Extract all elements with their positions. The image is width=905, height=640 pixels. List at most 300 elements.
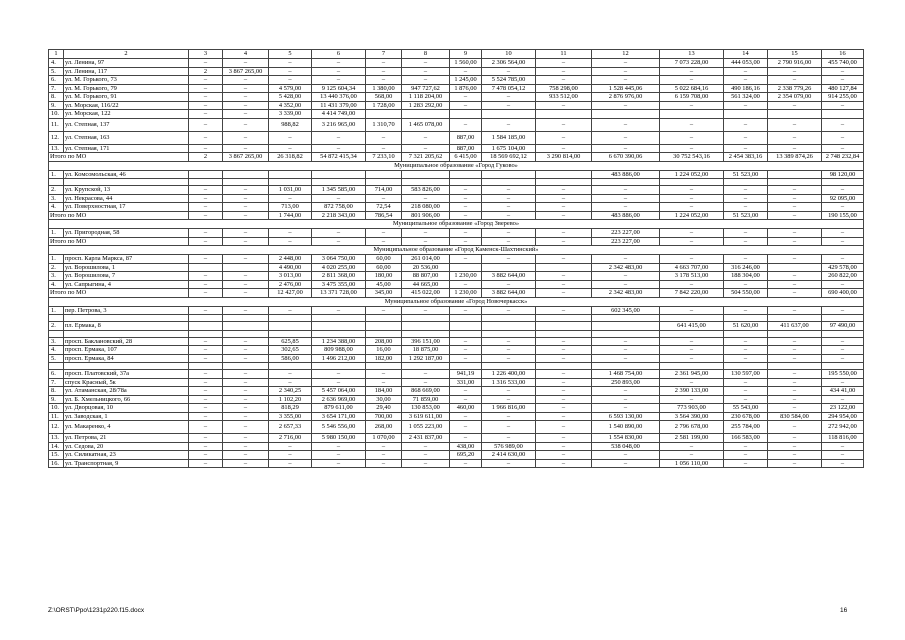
- table-cell: 272 942,00: [822, 421, 864, 434]
- table-cell: [189, 322, 223, 331]
- table-cell: 5 524 785,00: [482, 76, 536, 85]
- section-title-row: [49, 297, 864, 306]
- table-row: [49, 395, 864, 404]
- table-cell: [592, 110, 660, 119]
- table-cell: 4 414 749,00: [312, 110, 366, 119]
- column-header: 15: [768, 50, 822, 59]
- address-cell: ул. Ворошилова, 1: [64, 263, 189, 272]
- table-cell: [269, 363, 312, 370]
- table-cell: [724, 110, 768, 119]
- table-cell: 1 283 292,00: [402, 101, 450, 110]
- table-cell: –: [724, 306, 768, 315]
- row-number: 14.: [49, 442, 64, 451]
- table-cell: –: [269, 451, 312, 460]
- table-cell: [592, 322, 660, 331]
- column-header: 2: [64, 50, 189, 59]
- table-cell: –: [189, 194, 223, 203]
- table-cell: [312, 330, 366, 337]
- table-cell: 1 728,00: [366, 101, 402, 110]
- table-cell: –: [822, 237, 864, 246]
- table-row: [49, 442, 864, 451]
- table-cell: 180,00: [366, 272, 402, 281]
- table-cell: –: [822, 378, 864, 387]
- table-row: [49, 186, 864, 195]
- row-number: 8.: [49, 93, 64, 102]
- table-cell: 18 875,00: [402, 346, 450, 355]
- table-cell: –: [450, 118, 482, 131]
- table-cell: [312, 363, 366, 370]
- address-cell: ул. Б. Хмельницкого, 66: [64, 395, 189, 404]
- table-cell: 3 355,00: [269, 412, 312, 421]
- table-cell: –: [450, 101, 482, 110]
- table-cell: 218 080,00: [402, 203, 450, 212]
- table-cell: [366, 322, 402, 331]
- table-cell: –: [822, 337, 864, 346]
- table-row: [49, 229, 864, 238]
- table-cell: –: [768, 203, 822, 212]
- table-cell: –: [223, 237, 269, 246]
- table-cell: –: [536, 442, 592, 451]
- table-cell: 583 826,00: [402, 186, 450, 195]
- table-cell: 2 716,00: [269, 434, 312, 443]
- table-cell: 260 822,00: [822, 272, 864, 281]
- table-cell: –: [724, 354, 768, 363]
- table-cell: 130 597,00: [724, 370, 768, 379]
- table-cell: [223, 170, 269, 179]
- table-cell: –: [450, 387, 482, 396]
- table-cell: 438,00: [450, 442, 482, 451]
- total-label: Итого по МО: [49, 289, 189, 298]
- column-header: 7: [366, 50, 402, 59]
- table-cell: 625,85: [269, 337, 312, 346]
- table-cell: –: [189, 255, 223, 264]
- table-cell: –: [822, 229, 864, 238]
- table-cell: –: [822, 76, 864, 85]
- table-cell: –: [768, 280, 822, 289]
- table-cell: [768, 170, 822, 179]
- table-cell: –: [724, 395, 768, 404]
- row-number: 15.: [49, 451, 64, 460]
- table-cell: –: [724, 203, 768, 212]
- table-cell: [592, 179, 660, 186]
- table-cell: –: [482, 194, 536, 203]
- table-cell: 7 478 054,12: [482, 84, 536, 93]
- table-cell: 1 345 585,00: [312, 186, 366, 195]
- address-cell: спуск Красный, 5к: [64, 378, 189, 387]
- table-cell: 1 966 816,00: [482, 404, 536, 413]
- column-header: 1: [49, 50, 64, 59]
- table-cell: [450, 170, 482, 179]
- table-cell: 1 744,00: [269, 211, 312, 220]
- table-cell: –: [536, 203, 592, 212]
- table-cell: –: [312, 229, 366, 238]
- table-cell: –: [724, 451, 768, 460]
- table-cell: –: [768, 346, 822, 355]
- table-cell: –: [822, 144, 864, 153]
- table-cell: 773 903,00: [660, 404, 724, 413]
- table-cell: –: [660, 306, 724, 315]
- table-row: [49, 272, 864, 281]
- table-cell: 23 122,00: [822, 404, 864, 413]
- table-cell: –: [482, 337, 536, 346]
- column-header: 16: [822, 50, 864, 59]
- table-cell: 713,00: [269, 203, 312, 212]
- table-cell: –: [482, 387, 536, 396]
- table-cell: –: [768, 67, 822, 76]
- table-cell: –: [768, 387, 822, 396]
- table-cell: 72,54: [366, 203, 402, 212]
- row-number: 7.: [49, 378, 64, 387]
- table-cell: [402, 322, 450, 331]
- table-row: [49, 194, 864, 203]
- address-cell: ул. Дворцовая, 10: [64, 404, 189, 413]
- section-title: Муниципальное образование «Город Гуково»: [49, 161, 864, 170]
- table-cell: [482, 263, 536, 272]
- table-cell: –: [724, 378, 768, 387]
- table-cell: [660, 363, 724, 370]
- table-cell: 250 893,00: [592, 378, 660, 387]
- table-cell: –: [312, 459, 366, 468]
- table-cell: –: [189, 272, 223, 281]
- table-cell: –: [592, 272, 660, 281]
- table-cell: 261 014,00: [402, 255, 450, 264]
- table-cell: –: [768, 272, 822, 281]
- column-header: 12: [592, 50, 660, 59]
- table-cell: [536, 263, 592, 272]
- table-cell: –: [768, 421, 822, 434]
- table-cell: 561 324,00: [724, 93, 768, 102]
- row-number: 1.: [49, 306, 64, 315]
- table-cell: –: [269, 459, 312, 468]
- table-cell: 2 811 368,00: [312, 272, 366, 281]
- table-cell: –: [189, 346, 223, 355]
- table-cell: –: [223, 459, 269, 468]
- table-cell: –: [482, 203, 536, 212]
- table-cell: 460,00: [450, 404, 482, 413]
- table-cell: –: [660, 237, 724, 246]
- table-cell: –: [223, 118, 269, 131]
- table-cell: –: [402, 459, 450, 468]
- table-cell: –: [592, 346, 660, 355]
- table-cell: –: [768, 337, 822, 346]
- table-cell: –: [482, 211, 536, 220]
- table-cell: –: [536, 67, 592, 76]
- table-cell: [536, 110, 592, 119]
- table-cell: [189, 263, 223, 272]
- table-cell: –: [660, 101, 724, 110]
- table-cell: [768, 263, 822, 272]
- table-cell: 130 853,00: [402, 404, 450, 413]
- table-cell: 13 440 376,00: [312, 93, 366, 102]
- table-cell: 490 186,16: [724, 84, 768, 93]
- table-cell: –: [536, 337, 592, 346]
- table-row: [49, 363, 864, 370]
- table-cell: –: [269, 370, 312, 379]
- table-cell: 2 340,25: [269, 387, 312, 396]
- table-cell: –: [312, 194, 366, 203]
- table-cell: 2 876 976,00: [592, 93, 660, 102]
- table-cell: –: [768, 144, 822, 153]
- table-cell: –: [482, 395, 536, 404]
- table-cell: –: [223, 395, 269, 404]
- table-cell: 1 540 890,00: [592, 421, 660, 434]
- table-cell: 429 578,00: [822, 263, 864, 272]
- table-cell: –: [269, 378, 312, 387]
- table-cell: –: [724, 76, 768, 85]
- table-cell: 941,19: [450, 370, 482, 379]
- table-cell: 1 230,00: [450, 272, 482, 281]
- table-cell: –: [536, 118, 592, 131]
- table-cell: 483 886,00: [592, 170, 660, 179]
- table-cell: –: [536, 354, 592, 363]
- table-cell: 2 581 199,00: [660, 434, 724, 443]
- table-cell: –: [366, 144, 402, 153]
- table-cell: –: [822, 203, 864, 212]
- table-cell: 887,00: [450, 131, 482, 144]
- table-cell: –: [189, 229, 223, 238]
- table-cell: –: [822, 67, 864, 76]
- row-number: 2.: [49, 186, 64, 195]
- row-number: 12.: [49, 421, 64, 434]
- table-cell: [312, 179, 366, 186]
- address-cell: ул. Макаренко, 4: [64, 421, 189, 434]
- table-cell: –: [189, 76, 223, 85]
- table-cell: 1 496 212,00: [312, 354, 366, 363]
- address-cell: [64, 315, 189, 322]
- table-cell: 2 306 564,00: [482, 59, 536, 68]
- address-cell: просп. Баклановский, 28: [64, 337, 189, 346]
- table-cell: 190 155,00: [822, 211, 864, 220]
- table-row: [49, 322, 864, 331]
- table-row: [49, 330, 864, 337]
- table-cell: –: [724, 346, 768, 355]
- table-cell: –: [592, 59, 660, 68]
- table-cell: [536, 330, 592, 337]
- address-cell: ул. Транспортная, 9: [64, 459, 189, 468]
- table-cell: 44 665,00: [402, 280, 450, 289]
- address-cell: ул. Морская, 122: [64, 110, 189, 119]
- table-cell: [536, 322, 592, 331]
- table-cell: 2 354 079,00: [768, 93, 822, 102]
- table-cell: –: [189, 459, 223, 468]
- table-cell: 51 523,00: [724, 211, 768, 220]
- table-cell: 98 120,00: [822, 170, 864, 179]
- table-cell: 1 310,70: [366, 118, 402, 131]
- table-cell: –: [536, 451, 592, 460]
- table-cell: 92 095,00: [822, 194, 864, 203]
- table-cell: –: [822, 395, 864, 404]
- table-cell: –: [223, 289, 269, 298]
- table-cell: –: [269, 59, 312, 68]
- table-cell: 30 752 543,16: [660, 153, 724, 162]
- table-cell: –: [592, 131, 660, 144]
- table-cell: –: [366, 306, 402, 315]
- table-cell: 2 454 383,16: [724, 153, 768, 162]
- table-cell: [450, 263, 482, 272]
- total-label: Итого по МО: [49, 211, 189, 220]
- table-cell: –: [768, 255, 822, 264]
- table-cell: 4 490,00: [269, 263, 312, 272]
- column-header: 8: [402, 50, 450, 59]
- table-cell: –: [223, 255, 269, 264]
- table-cell: –: [189, 395, 223, 404]
- column-header: 4: [223, 50, 269, 59]
- table-cell: 700,00: [366, 412, 402, 421]
- table-cell: –: [822, 186, 864, 195]
- table-cell: –: [536, 186, 592, 195]
- table-cell: –: [660, 280, 724, 289]
- table-cell: –: [724, 186, 768, 195]
- table-cell: [822, 330, 864, 337]
- table-row: [49, 84, 864, 93]
- page-number: 16: [840, 607, 848, 614]
- row-number: 4.: [49, 203, 64, 212]
- section-title: Муниципальное образование «Город Каменск-Шахтинский»: [49, 246, 864, 255]
- table-cell: –: [536, 289, 592, 298]
- table-cell: –: [402, 378, 450, 387]
- table-cell: 6 670 390,06: [592, 153, 660, 162]
- table-row: [49, 255, 864, 264]
- table-cell: –: [660, 354, 724, 363]
- row-number: 11.: [49, 118, 64, 131]
- address-cell: ул. Крупской, 13: [64, 186, 189, 195]
- table-row: [49, 354, 864, 363]
- table-cell: –: [768, 378, 822, 387]
- table-cell: [269, 170, 312, 179]
- row-number: 9.: [49, 101, 64, 110]
- table-cell: –: [312, 237, 366, 246]
- row-number: 9.: [49, 395, 64, 404]
- table-cell: [660, 110, 724, 119]
- table-cell: –: [768, 404, 822, 413]
- table-cell: [482, 330, 536, 337]
- table-cell: –: [402, 306, 450, 315]
- table-cell: 3 882 644,00: [482, 289, 536, 298]
- table-cell: 2 748 232,84: [822, 153, 864, 162]
- table-cell: –: [660, 118, 724, 131]
- table-cell: –: [822, 255, 864, 264]
- table-cell: 714,00: [366, 186, 402, 195]
- table-cell: –: [536, 395, 592, 404]
- table-cell: –: [189, 101, 223, 110]
- table-cell: –: [536, 370, 592, 379]
- table-cell: 690 400,00: [822, 289, 864, 298]
- table-cell: –: [366, 237, 402, 246]
- table-cell: –: [402, 144, 450, 153]
- table-cell: –: [223, 404, 269, 413]
- table-cell: 1 102,20: [269, 395, 312, 404]
- table-cell: –: [482, 354, 536, 363]
- table-cell: –: [592, 76, 660, 85]
- table-cell: –: [223, 354, 269, 363]
- table-cell: –: [536, 59, 592, 68]
- table-row: [49, 378, 864, 387]
- table-cell: 818,29: [269, 404, 312, 413]
- table-cell: [366, 315, 402, 322]
- address-cell: просп. Карла Маркса, 87: [64, 255, 189, 264]
- table-cell: –: [189, 404, 223, 413]
- table-cell: [822, 179, 864, 186]
- table-cell: –: [189, 84, 223, 93]
- address-cell: просп. Ермака, 107: [64, 346, 189, 355]
- table-cell: [402, 170, 450, 179]
- table-cell: 1 675 104,00: [482, 144, 536, 153]
- table-cell: 2 342 483,00: [592, 263, 660, 272]
- table-cell: 1 292 187,00: [402, 354, 450, 363]
- table-cell: –: [450, 459, 482, 468]
- address-cell: ул. Атаманская, 28/78а: [64, 387, 189, 396]
- table-cell: –: [189, 337, 223, 346]
- table-cell: –: [768, 459, 822, 468]
- table-cell: [366, 170, 402, 179]
- table-cell: [768, 330, 822, 337]
- table-cell: –: [768, 237, 822, 246]
- table-cell: 2 636 969,00: [312, 395, 366, 404]
- row-number: 4.: [49, 280, 64, 289]
- table-cell: –: [223, 370, 269, 379]
- table-cell: 29,40: [366, 404, 402, 413]
- table-cell: –: [402, 67, 450, 76]
- column-header: 10: [482, 50, 536, 59]
- table-cell: –: [536, 229, 592, 238]
- table-cell: –: [312, 378, 366, 387]
- table-cell: –: [189, 211, 223, 220]
- table-cell: –: [223, 211, 269, 220]
- table-cell: –: [269, 229, 312, 238]
- table-cell: –: [536, 346, 592, 355]
- table-cell: 3 339,00: [269, 110, 312, 119]
- table-cell: –: [660, 131, 724, 144]
- table-cell: [450, 179, 482, 186]
- table-cell: –: [822, 280, 864, 289]
- table-cell: [768, 363, 822, 370]
- table-cell: [724, 179, 768, 186]
- table-cell: –: [660, 337, 724, 346]
- table-cell: –: [768, 186, 822, 195]
- table-cell: –: [450, 229, 482, 238]
- table-cell: 1 224 052,00: [660, 170, 724, 179]
- table-cell: [768, 110, 822, 119]
- table-cell: –: [402, 76, 450, 85]
- table-cell: –: [724, 131, 768, 144]
- table-cell: –: [189, 118, 223, 131]
- address-cell: ул. М. Горького, 73: [64, 76, 189, 85]
- table-cell: –: [366, 76, 402, 85]
- table-cell: [312, 170, 366, 179]
- table-cell: –: [660, 203, 724, 212]
- table-cell: 1 528 445,06: [592, 84, 660, 93]
- table-cell: –: [724, 255, 768, 264]
- table-cell: 45,00: [366, 280, 402, 289]
- table-cell: –: [366, 451, 402, 460]
- table-cell: [592, 363, 660, 370]
- table-cell: 576 989,00: [482, 442, 536, 451]
- table-cell: –: [768, 101, 822, 110]
- row-number: 3.: [49, 194, 64, 203]
- table-cell: –: [482, 346, 536, 355]
- table-cell: [536, 170, 592, 179]
- table-row: [49, 434, 864, 443]
- table-cell: 801 906,00: [402, 211, 450, 220]
- table-cell: –: [189, 354, 223, 363]
- address-cell: ул. Сапрыгина, 4: [64, 280, 189, 289]
- table-cell: –: [269, 194, 312, 203]
- table-cell: –: [482, 229, 536, 238]
- table-cell: –: [822, 101, 864, 110]
- table-cell: –: [724, 194, 768, 203]
- table-cell: 3 290 814,00: [536, 153, 592, 162]
- table-cell: –: [223, 306, 269, 315]
